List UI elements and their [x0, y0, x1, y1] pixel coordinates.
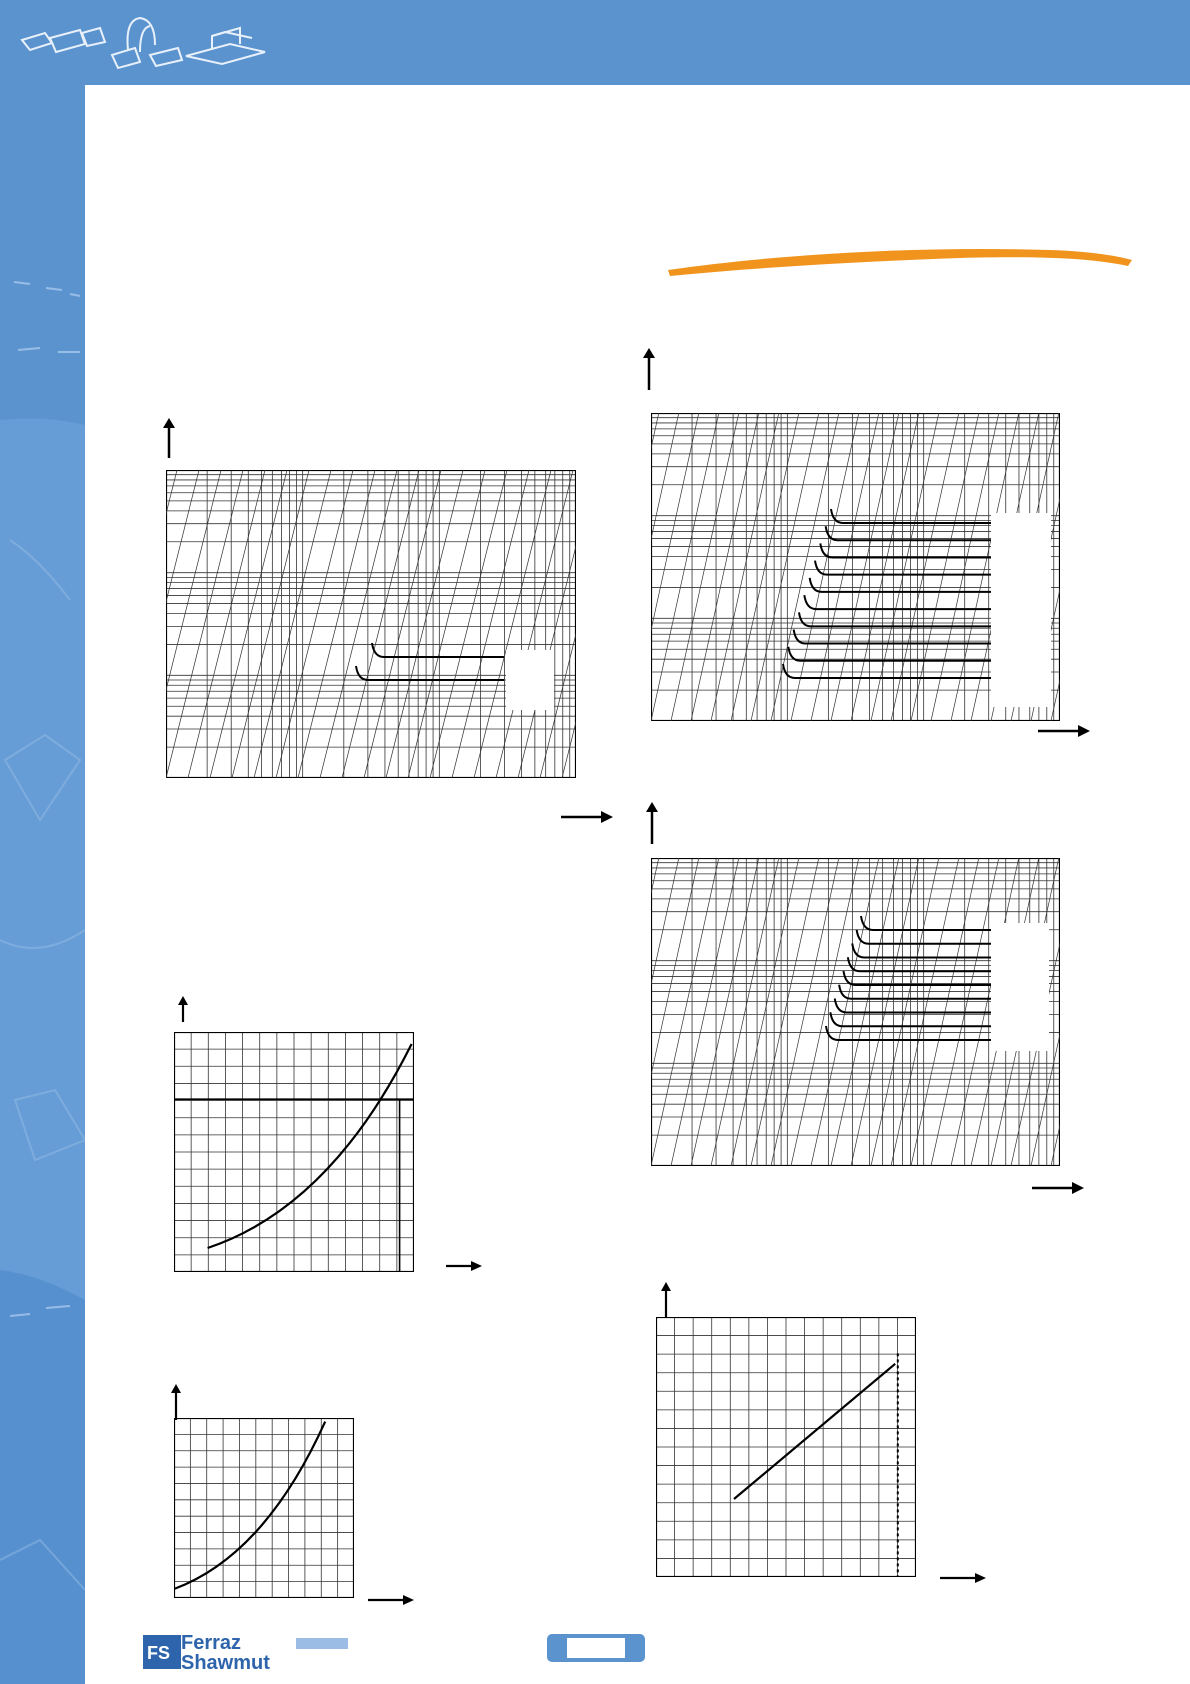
series-line	[852, 944, 991, 958]
grid	[174, 1032, 414, 1272]
series-line	[783, 664, 991, 678]
x-axis-arrow-1	[559, 807, 615, 827]
series-line	[174, 1422, 325, 1589]
plot-frame	[167, 471, 576, 778]
time-current-chart-3	[651, 858, 1060, 1166]
grid	[656, 1317, 916, 1577]
fuse-icons	[0, 0, 300, 85]
x-axis-arrow-2	[1036, 721, 1092, 741]
x-axis-arrow-4	[444, 1258, 484, 1274]
x-axis-arrow-6	[938, 1570, 988, 1586]
sidebar-decoration	[0, 0, 85, 1684]
label-box	[991, 513, 1051, 707]
y-axis-arrow-3	[640, 800, 664, 846]
orange-brush-accent	[660, 236, 1140, 280]
y-axis-arrow-2	[637, 346, 661, 392]
page-number-tab	[547, 1634, 645, 1662]
series-line	[804, 595, 991, 609]
c1-svg	[166, 470, 576, 778]
grid	[174, 1418, 354, 1598]
left-sidebar-band	[0, 0, 85, 1684]
y-axis-arrow-5	[164, 1382, 188, 1422]
y-axis-arrow-6	[654, 1280, 678, 1320]
c4-svg	[174, 1032, 414, 1272]
series-line	[208, 1044, 412, 1248]
plot-frame	[175, 1419, 354, 1598]
c3-svg	[651, 858, 1060, 1166]
series-line	[861, 916, 991, 930]
fuse-holder-icon	[112, 18, 182, 68]
fuse-icon	[22, 28, 105, 52]
c6-svg	[656, 1317, 916, 1577]
grid	[166, 470, 576, 778]
series-line	[734, 1364, 895, 1499]
time-current-chart-1	[166, 470, 576, 778]
logo-mark: FS	[147, 1643, 171, 1663]
diagonal-lines	[166, 470, 576, 778]
logo-line1: Ferraz	[181, 1632, 242, 1654]
x-axis-arrow-5	[366, 1592, 416, 1608]
series-line	[810, 578, 991, 592]
label-box	[506, 650, 554, 710]
fuse-block-icon	[186, 28, 265, 64]
x-axis-arrow-3	[1030, 1178, 1086, 1198]
series-line	[356, 666, 504, 680]
y-axis-arrow-1	[157, 416, 181, 460]
header-band	[0, 0, 1190, 85]
label-box	[991, 923, 1049, 1051]
ferraz-shawmut-logo	[143, 1631, 353, 1671]
logo-line2: Shawmut	[181, 1652, 270, 1671]
derating-chart-3	[656, 1317, 916, 1577]
derating-chart-1	[174, 1032, 414, 1272]
y-axis-arrow-4	[171, 994, 195, 1024]
derating-chart-2	[174, 1418, 354, 1598]
time-current-chart-2	[651, 413, 1060, 721]
c5-svg	[174, 1418, 354, 1598]
c2-svg	[651, 413, 1060, 721]
series-line	[820, 543, 991, 557]
series-line	[826, 1026, 991, 1040]
series-line	[799, 612, 991, 626]
